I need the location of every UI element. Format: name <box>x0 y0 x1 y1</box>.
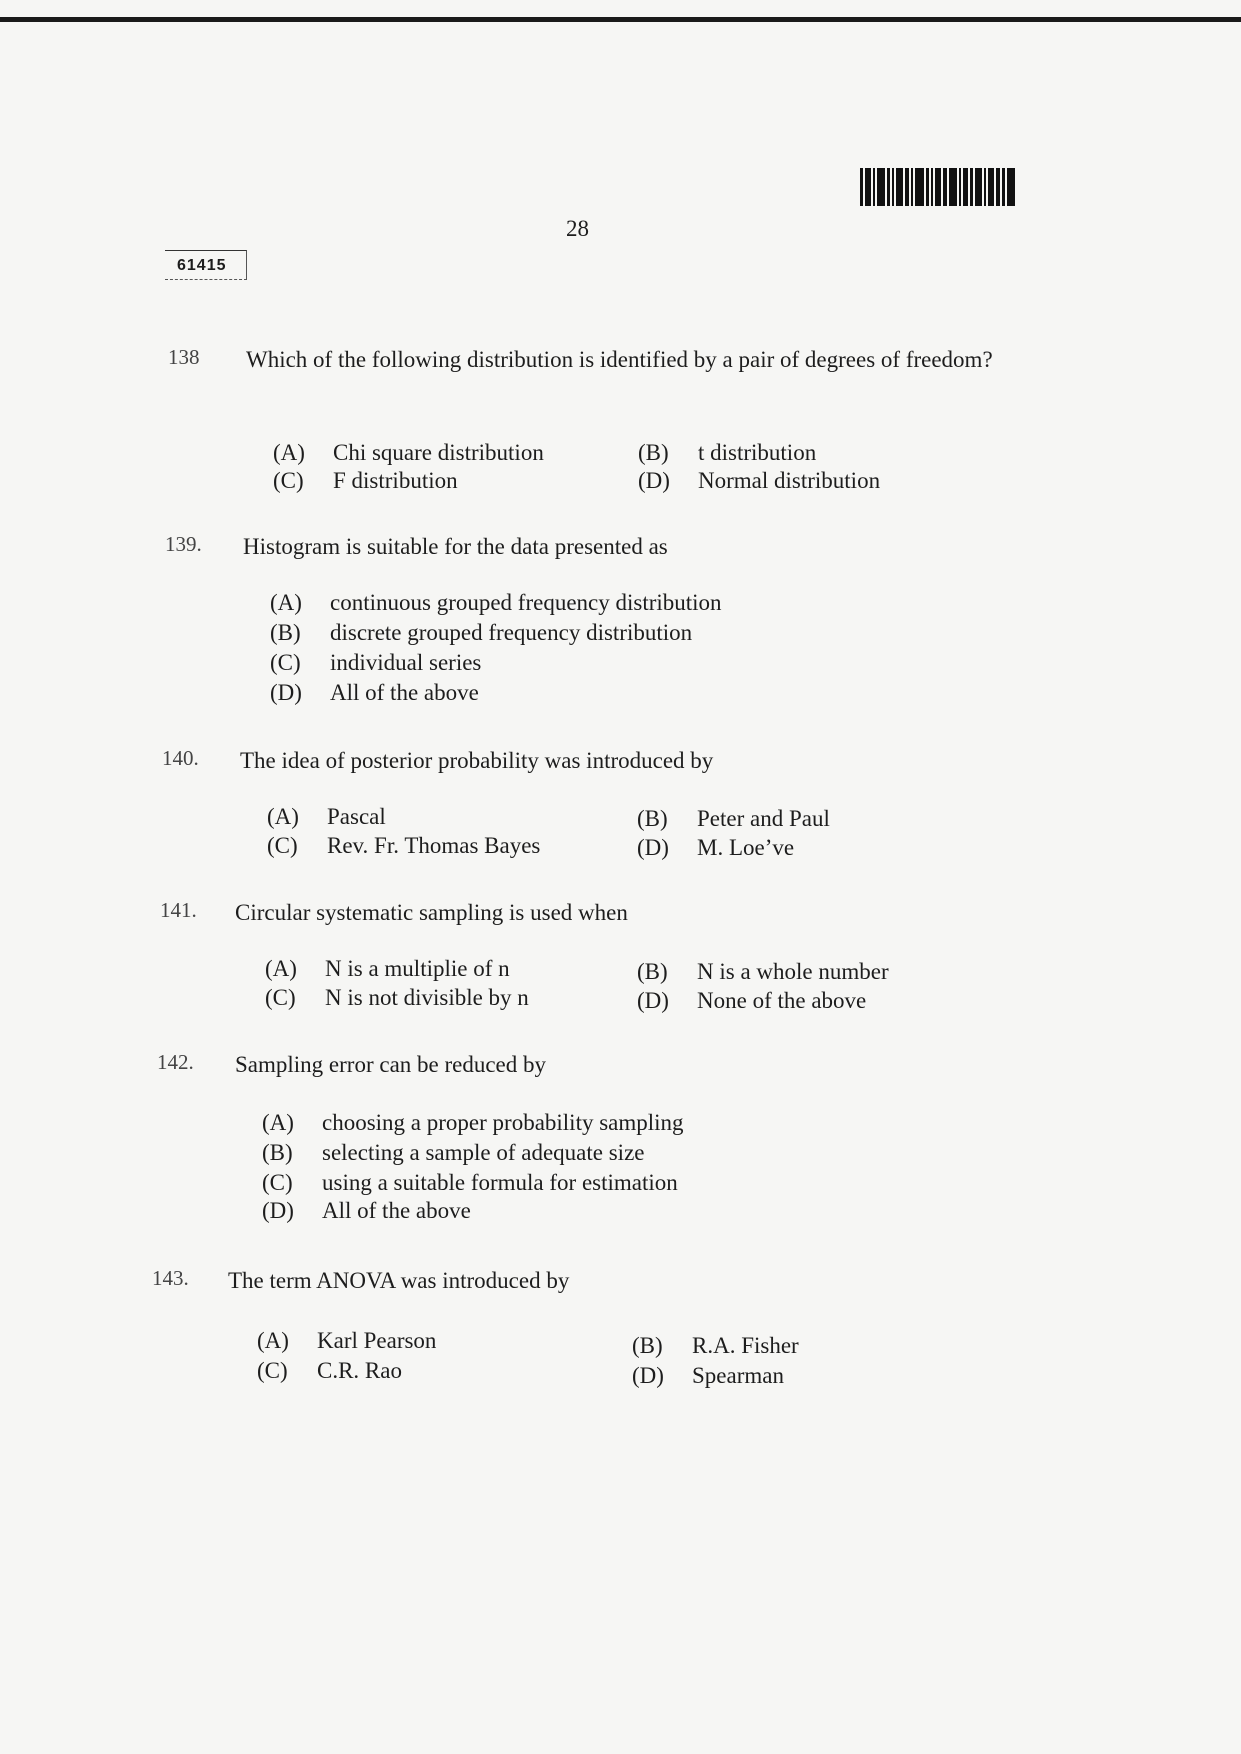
option-a: (A) Chi square distribution <box>273 440 544 465</box>
option-a: (A) Karl Pearson <box>257 1328 437 1353</box>
top-border-line <box>0 17 1241 22</box>
question-number: 139. <box>165 532 202 556</box>
question-text: The term ANOVA was introduced by <box>228 1268 570 1293</box>
option-c: (C) C.R. Rao <box>257 1358 402 1383</box>
option-a: (A) continuous grouped frequency distribution <box>270 590 722 615</box>
option-c: (C) N is not divisible by n <box>265 985 529 1010</box>
option-b: (B) selecting a sample of adequate size <box>262 1140 645 1165</box>
barcode-icon <box>860 168 1026 206</box>
option-b: (B) Peter and Paul <box>637 806 830 831</box>
option-c: (C) using a suitable formula for estimation <box>262 1170 678 1195</box>
option-b: (B) t distribution <box>638 440 817 465</box>
paper-code: 61415 <box>165 250 247 280</box>
question-number: 142. <box>157 1050 194 1074</box>
option-d: (D) None of the above <box>637 988 867 1013</box>
option-c: (C) Rev. Fr. Thomas Bayes <box>267 833 541 858</box>
option-a: (A) N is a multiplie of n <box>265 956 510 981</box>
question-text: Circular systematic sampling is used when <box>235 900 628 925</box>
question-number: 138 <box>168 345 200 369</box>
page-number: 28 <box>566 216 589 241</box>
question-text: Histogram is suitable for the data presented as <box>243 534 668 559</box>
option-b: (B) R.A. Fisher <box>632 1333 799 1358</box>
question-number: 143. <box>152 1266 189 1290</box>
option-d: (D) All of the above <box>270 680 479 705</box>
option-b: (B) N is a whole number <box>637 959 889 984</box>
option-a: (A) Pascal <box>267 804 386 829</box>
question-text: Sampling error can be reduced by <box>235 1052 547 1077</box>
question-text: The idea of posterior probability was introduced by <box>240 748 714 773</box>
option-b: (B) discrete grouped frequency distribution <box>270 620 693 645</box>
question-number: 140. <box>162 746 199 770</box>
option-d: (D) All of the above <box>262 1198 471 1223</box>
option-d: (D) Spearman <box>632 1363 784 1388</box>
question-text: Which of the following distribution is identified by a pair of degrees of freedom? <box>246 347 993 372</box>
option-c: (C) F distribution <box>273 468 458 493</box>
option-d: (D) M. Loe’ve <box>637 835 795 860</box>
option-c: (C) individual series <box>270 650 482 675</box>
option-d: (D) Normal distribution <box>638 468 881 493</box>
option-a: (A) choosing a proper probability sampling <box>262 1110 684 1135</box>
question-number: 141. <box>160 898 197 922</box>
